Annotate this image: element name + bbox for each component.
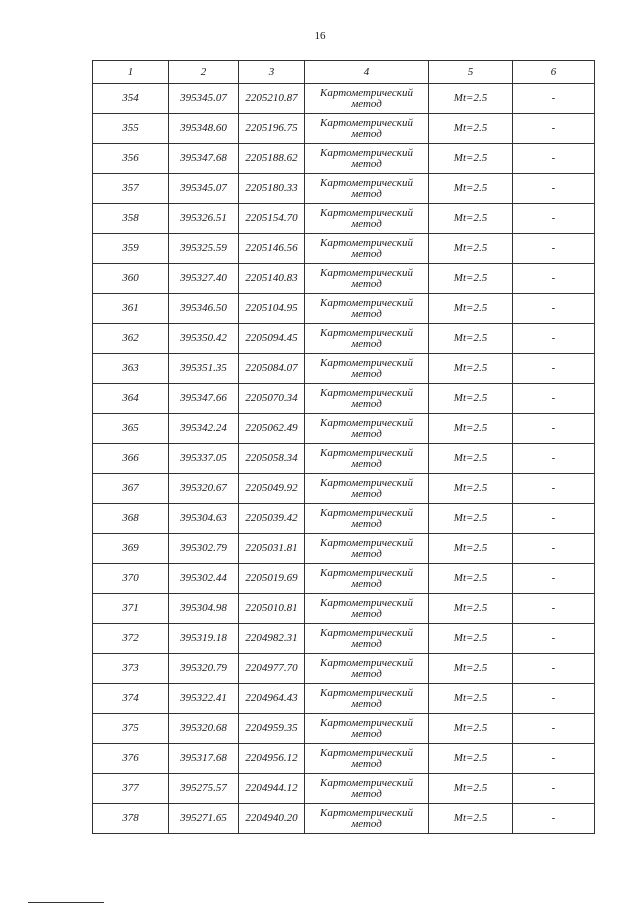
y-coordinate-cell: 2205010.81 <box>239 594 305 624</box>
point-number-cell: 376 <box>93 744 169 774</box>
method-cell <box>305 354 429 384</box>
method-line-2: метод <box>351 457 382 470</box>
point-number-cell: 357 <box>93 174 169 204</box>
y-coordinate-cell: 2205210.87 <box>239 84 305 114</box>
method-line-1: Картометрический <box>320 566 413 579</box>
x-coordinate-cell: 395319.18 <box>169 624 239 654</box>
point-number-cell: 362 <box>93 324 169 354</box>
y-coordinate-cell: 2205196.75 <box>239 114 305 144</box>
method-line-2: метод <box>351 607 382 620</box>
y-coordinate-cell: 2205188.62 <box>239 144 305 174</box>
method-line-2: метод <box>351 817 382 830</box>
table-row <box>93 444 595 474</box>
x-coordinate-cell: 395326.51 <box>169 204 239 234</box>
table-row <box>93 354 595 384</box>
note-cell: - <box>513 474 595 504</box>
note-cell: - <box>513 684 595 714</box>
accuracy-cell: Mt=2.5 <box>429 534 513 564</box>
method-line-2: метод <box>351 97 382 110</box>
accuracy-cell: Mt=2.5 <box>429 504 513 534</box>
method-cell <box>305 504 429 534</box>
method-cell <box>305 744 429 774</box>
table-row <box>93 564 595 594</box>
y-coordinate-cell: 2204964.43 <box>239 684 305 714</box>
note-cell: - <box>513 744 595 774</box>
note-cell: - <box>513 714 595 744</box>
x-coordinate-cell: 395346.50 <box>169 294 239 324</box>
point-number-cell: 366 <box>93 444 169 474</box>
accuracy-cell: Mt=2.5 <box>429 774 513 804</box>
method-line-1: Картометрический <box>320 596 413 609</box>
note-cell: - <box>513 774 595 804</box>
method-line-1: Картометрический <box>320 296 413 309</box>
point-number-cell: 355 <box>93 114 169 144</box>
accuracy-cell: Mt=2.5 <box>429 624 513 654</box>
method-line-1: Картометрический <box>320 176 413 189</box>
point-number-cell: 356 <box>93 144 169 174</box>
method-cell <box>305 324 429 354</box>
method-line-1: Картометрический <box>320 536 413 549</box>
method-line-2: метод <box>351 517 382 530</box>
method-line-2: метод <box>351 157 382 170</box>
accuracy-cell: Mt=2.5 <box>429 474 513 504</box>
table-row <box>93 504 595 534</box>
note-cell: - <box>513 354 595 384</box>
accuracy-cell: Mt=2.5 <box>429 594 513 624</box>
accuracy-cell: Mt=2.5 <box>429 654 513 684</box>
note-cell: - <box>513 264 595 294</box>
point-number-cell: 371 <box>93 594 169 624</box>
x-coordinate-cell: 395345.07 <box>169 174 239 204</box>
table-row <box>93 144 595 174</box>
y-coordinate-cell: 2204982.31 <box>239 624 305 654</box>
method-line-1: Картометрический <box>320 266 413 279</box>
note-cell: - <box>513 414 595 444</box>
x-coordinate-cell: 395347.68 <box>169 144 239 174</box>
table-body <box>93 84 595 834</box>
method-line-2: метод <box>351 187 382 200</box>
y-coordinate-cell: 2204944.12 <box>239 774 305 804</box>
point-number-cell: 361 <box>93 294 169 324</box>
method-line-1: Картометрический <box>320 446 413 459</box>
method-cell <box>305 624 429 654</box>
point-number-cell: 367 <box>93 474 169 504</box>
method-line-1: Картометрический <box>320 716 413 729</box>
method-cell <box>305 384 429 414</box>
table-row <box>93 474 595 504</box>
accuracy-cell: Mt=2.5 <box>429 684 513 714</box>
table-header-row <box>93 61 595 84</box>
method-line-1: Картометрический <box>320 386 413 399</box>
method-cell <box>305 684 429 714</box>
point-number-cell: 378 <box>93 804 169 834</box>
note-cell: - <box>513 204 595 234</box>
y-coordinate-cell: 2205140.83 <box>239 264 305 294</box>
method-line-2: метод <box>351 127 382 140</box>
y-coordinate-cell: 2204940.20 <box>239 804 305 834</box>
table-row <box>93 804 595 834</box>
x-coordinate-cell: 395302.79 <box>169 534 239 564</box>
column-header-3: 3 <box>239 61 305 84</box>
column-header-2: 2 <box>169 61 239 84</box>
y-coordinate-cell: 2205180.33 <box>239 174 305 204</box>
method-line-1: Картометрический <box>320 746 413 759</box>
method-line-1: Картометрический <box>320 506 413 519</box>
x-coordinate-cell: 395275.57 <box>169 774 239 804</box>
method-line-2: метод <box>351 787 382 800</box>
x-coordinate-cell: 395317.68 <box>169 744 239 774</box>
x-coordinate-cell: 395325.59 <box>169 234 239 264</box>
table-row <box>93 264 595 294</box>
note-cell: - <box>513 504 595 534</box>
method-line-2: метод <box>351 397 382 410</box>
method-line-1: Картометрический <box>320 626 413 639</box>
method-line-2: метод <box>351 217 382 230</box>
method-line-1: Картометрический <box>320 116 413 129</box>
accuracy-cell: Mt=2.5 <box>429 444 513 474</box>
accuracy-cell: Mt=2.5 <box>429 234 513 264</box>
y-coordinate-cell: 2205070.34 <box>239 384 305 414</box>
note-cell: - <box>513 384 595 414</box>
table-row <box>93 84 595 114</box>
method-line-2: метод <box>351 277 382 290</box>
accuracy-cell: Mt=2.5 <box>429 144 513 174</box>
accuracy-cell: Mt=2.5 <box>429 354 513 384</box>
point-number-cell: 359 <box>93 234 169 264</box>
method-line-2: метод <box>351 427 382 440</box>
method-cell <box>305 294 429 324</box>
x-coordinate-cell: 395351.35 <box>169 354 239 384</box>
accuracy-cell: Mt=2.5 <box>429 414 513 444</box>
x-coordinate-cell: 395320.79 <box>169 654 239 684</box>
x-coordinate-cell: 395350.42 <box>169 324 239 354</box>
method-line-1: Картометрический <box>320 806 413 819</box>
note-cell: - <box>513 654 595 684</box>
table-row <box>93 174 595 204</box>
accuracy-cell: Mt=2.5 <box>429 294 513 324</box>
column-header-1: 1 <box>93 61 169 84</box>
point-number-cell: 369 <box>93 534 169 564</box>
accuracy-cell: Mt=2.5 <box>429 204 513 234</box>
table-row <box>93 774 595 804</box>
method-cell <box>305 84 429 114</box>
accuracy-cell: Mt=2.5 <box>429 84 513 114</box>
coordinates-table <box>92 60 595 834</box>
table-row <box>93 414 595 444</box>
note-cell: - <box>513 804 595 834</box>
method-line-1: Картометрический <box>320 206 413 219</box>
method-cell <box>305 144 429 174</box>
column-header-4: 4 <box>305 61 429 84</box>
method-cell <box>305 174 429 204</box>
x-coordinate-cell: 395304.63 <box>169 504 239 534</box>
method-cell <box>305 114 429 144</box>
note-cell: - <box>513 114 595 144</box>
y-coordinate-cell: 2205084.07 <box>239 354 305 384</box>
method-cell <box>305 474 429 504</box>
method-cell <box>305 414 429 444</box>
accuracy-cell: Mt=2.5 <box>429 384 513 414</box>
x-coordinate-cell: 395320.67 <box>169 474 239 504</box>
table-row <box>93 684 595 714</box>
y-coordinate-cell: 2205062.49 <box>239 414 305 444</box>
y-coordinate-cell: 2204959.35 <box>239 714 305 744</box>
method-cell <box>305 204 429 234</box>
accuracy-cell: Mt=2.5 <box>429 264 513 294</box>
method-cell <box>305 264 429 294</box>
note-cell: - <box>513 534 595 564</box>
table-row <box>93 594 595 624</box>
table-row <box>93 744 595 774</box>
method-line-2: метод <box>351 367 382 380</box>
y-coordinate-cell: 2204977.70 <box>239 654 305 684</box>
method-line-2: метод <box>351 487 382 500</box>
y-coordinate-cell: 2205039.42 <box>239 504 305 534</box>
x-coordinate-cell: 395271.65 <box>169 804 239 834</box>
x-coordinate-cell: 395320.68 <box>169 714 239 744</box>
method-cell <box>305 594 429 624</box>
method-cell <box>305 564 429 594</box>
note-cell: - <box>513 444 595 474</box>
table-row <box>93 294 595 324</box>
method-cell <box>305 654 429 684</box>
column-header-5: 5 <box>429 61 513 84</box>
method-line-1: Картометрический <box>320 356 413 369</box>
point-number-cell: 365 <box>93 414 169 444</box>
table-row <box>93 534 595 564</box>
note-cell: - <box>513 564 595 594</box>
method-line-1: Картометрический <box>320 86 413 99</box>
accuracy-cell: Mt=2.5 <box>429 114 513 144</box>
y-coordinate-cell: 2205094.45 <box>239 324 305 354</box>
point-number-cell: 372 <box>93 624 169 654</box>
method-line-2: метод <box>351 577 382 590</box>
x-coordinate-cell: 395322.41 <box>169 684 239 714</box>
point-number-cell: 374 <box>93 684 169 714</box>
table-row <box>93 654 595 684</box>
accuracy-cell: Mt=2.5 <box>429 174 513 204</box>
note-cell: - <box>513 594 595 624</box>
point-number-cell: 354 <box>93 84 169 114</box>
method-line-1: Картометрический <box>320 146 413 159</box>
point-number-cell: 377 <box>93 774 169 804</box>
method-line-2: метод <box>351 337 382 350</box>
method-cell <box>305 774 429 804</box>
x-coordinate-cell: 395345.07 <box>169 84 239 114</box>
method-line-1: Картометрический <box>320 236 413 249</box>
point-number-cell: 373 <box>93 654 169 684</box>
x-coordinate-cell: 395337.05 <box>169 444 239 474</box>
note-cell: - <box>513 294 595 324</box>
point-number-cell: 375 <box>93 714 169 744</box>
method-cell <box>305 534 429 564</box>
table-row <box>93 234 595 264</box>
method-line-2: метод <box>351 547 382 560</box>
note-cell: - <box>513 144 595 174</box>
note-cell: - <box>513 234 595 264</box>
method-line-1: Картометрический <box>320 416 413 429</box>
accuracy-cell: Mt=2.5 <box>429 564 513 594</box>
y-coordinate-cell: 2204956.12 <box>239 744 305 774</box>
column-header-6: 6 <box>513 61 595 84</box>
note-cell: - <box>513 84 595 114</box>
x-coordinate-cell: 395348.60 <box>169 114 239 144</box>
accuracy-cell: Mt=2.5 <box>429 804 513 834</box>
y-coordinate-cell: 2205049.92 <box>239 474 305 504</box>
point-number-cell: 370 <box>93 564 169 594</box>
y-coordinate-cell: 2205154.70 <box>239 204 305 234</box>
y-coordinate-cell: 2205058.34 <box>239 444 305 474</box>
x-coordinate-cell: 395347.66 <box>169 384 239 414</box>
method-cell <box>305 444 429 474</box>
table-row <box>93 624 595 654</box>
method-line-1: Картометрический <box>320 776 413 789</box>
table-row <box>93 324 595 354</box>
y-coordinate-cell: 2205019.69 <box>239 564 305 594</box>
method-line-2: метод <box>351 727 382 740</box>
note-cell: - <box>513 324 595 354</box>
method-line-2: метод <box>351 637 382 650</box>
accuracy-cell: Mt=2.5 <box>429 714 513 744</box>
point-number-cell: 364 <box>93 384 169 414</box>
method-cell <box>305 804 429 834</box>
y-coordinate-cell: 2205146.56 <box>239 234 305 264</box>
method-line-1: Картометрический <box>320 326 413 339</box>
method-line-1: Картометрический <box>320 656 413 669</box>
x-coordinate-cell: 395327.40 <box>169 264 239 294</box>
y-coordinate-cell: 2205104.95 <box>239 294 305 324</box>
point-number-cell: 368 <box>93 504 169 534</box>
method-cell <box>305 714 429 744</box>
method-line-2: метод <box>351 697 382 710</box>
x-coordinate-cell: 395304.98 <box>169 594 239 624</box>
point-number-cell: 358 <box>93 204 169 234</box>
table-row <box>93 114 595 144</box>
accuracy-cell: Mt=2.5 <box>429 324 513 354</box>
table-row <box>93 204 595 234</box>
point-number-cell: 363 <box>93 354 169 384</box>
footnote-divider <box>28 902 104 903</box>
method-line-2: метод <box>351 307 382 320</box>
x-coordinate-cell: 395342.24 <box>169 414 239 444</box>
table-row <box>93 384 595 414</box>
method-cell <box>305 234 429 264</box>
method-line-1: Картометрический <box>320 476 413 489</box>
method-line-2: метод <box>351 667 382 680</box>
y-coordinate-cell: 2205031.81 <box>239 534 305 564</box>
page-number: 16 <box>314 30 326 42</box>
table-row <box>93 714 595 744</box>
note-cell: - <box>513 174 595 204</box>
note-cell: - <box>513 624 595 654</box>
point-number-cell: 360 <box>93 264 169 294</box>
method-line-2: метод <box>351 757 382 770</box>
accuracy-cell: Mt=2.5 <box>429 744 513 774</box>
x-coordinate-cell: 395302.44 <box>169 564 239 594</box>
method-line-2: метод <box>351 247 382 260</box>
method-line-1: Картометрический <box>320 686 413 699</box>
